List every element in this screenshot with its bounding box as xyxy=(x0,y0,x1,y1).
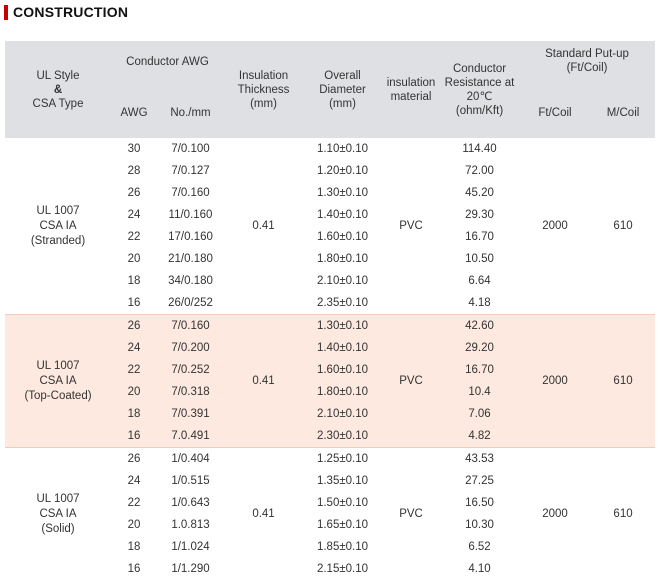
overall-diameter-cell: 1.30±0.10 xyxy=(303,315,382,338)
header-overall-diameter xyxy=(303,41,382,138)
overall-diameter-cell: 2.35±0.10 xyxy=(303,292,382,315)
section-title: CONSTRUCTION xyxy=(13,4,128,20)
ul-style-line: CSA IA xyxy=(39,220,76,232)
resistance-cell: 45.20 xyxy=(440,182,519,204)
overall-diameter-cell: 2.10±0.10 xyxy=(303,270,382,292)
strand-cell: 7/0.252 xyxy=(157,359,224,381)
resistance-cell: 114.40 xyxy=(440,138,519,160)
insulation-material-cell: PVC xyxy=(382,138,440,315)
overall-diameter-cell: 2.30±0.10 xyxy=(303,425,382,448)
header-text: insulation xyxy=(387,77,436,89)
ul-style-line: CSA IA xyxy=(39,375,76,387)
awg-cell: 24 xyxy=(111,470,157,492)
header-text: Overall xyxy=(324,70,360,82)
overall-diameter-cell: 1.10±0.10 xyxy=(303,138,382,160)
insulation-thickness-cell: 0.41 xyxy=(224,315,303,448)
insulation-material-cell: PVC xyxy=(382,315,440,448)
strand-cell: 7/0.127 xyxy=(157,160,224,182)
overall-diameter-cell: 1.60±0.10 xyxy=(303,226,382,248)
strand-cell: 7/0.200 xyxy=(157,337,224,359)
resistance-cell: 72.00 xyxy=(440,160,519,182)
strand-cell: 17/0.160 xyxy=(157,226,224,248)
ft-coil-cell: 2000 xyxy=(519,448,591,580)
overall-diameter-cell: 1.85±0.10 xyxy=(303,536,382,558)
resistance-cell: 29.20 xyxy=(440,337,519,359)
table-row xyxy=(5,448,655,471)
header-conductor-resistance xyxy=(440,41,519,138)
header-text: (mm) xyxy=(329,98,356,110)
strand-cell: 34/0.180 xyxy=(157,270,224,292)
m-coil-cell: 610 xyxy=(591,448,655,580)
m-coil-cell: 610 xyxy=(591,315,655,448)
insulation-material-cell: PVC xyxy=(382,448,440,580)
ul-style-cell xyxy=(5,138,111,315)
awg-cell: 18 xyxy=(111,403,157,425)
resistance-cell: 16.70 xyxy=(440,359,519,381)
strand-cell: 11/0.160 xyxy=(157,204,224,226)
overall-diameter-cell: 1.40±0.10 xyxy=(303,204,382,226)
strand-cell: 1/1.290 xyxy=(157,558,224,580)
ul-style-line: UL 1007 xyxy=(36,493,79,505)
ul-style-line: UL 1007 xyxy=(36,360,79,372)
header-conductor-awg: Conductor AWG xyxy=(111,41,224,99)
row-group xyxy=(5,315,655,448)
header-text: Thickness xyxy=(238,84,290,96)
awg-cell: 18 xyxy=(111,536,157,558)
header-m-coil: M/Coil xyxy=(591,99,655,138)
awg-cell: 22 xyxy=(111,226,157,248)
resistance-cell: 10.30 xyxy=(440,514,519,536)
overall-diameter-cell: 1.80±0.10 xyxy=(303,248,382,270)
m-coil-cell: 610 xyxy=(591,138,655,315)
resistance-cell: 16.70 xyxy=(440,226,519,248)
header-text: Resistance at xyxy=(445,77,515,89)
row-group xyxy=(5,138,655,315)
ul-style-cell xyxy=(5,315,111,448)
strand-cell: 1.0.813 xyxy=(157,514,224,536)
awg-cell: 16 xyxy=(111,292,157,315)
ul-style-line: (Top-Coated) xyxy=(24,390,91,402)
strand-cell: 1/0.643 xyxy=(157,492,224,514)
ft-coil-cell: 2000 xyxy=(519,315,591,448)
resistance-cell: 10.4 xyxy=(440,381,519,403)
resistance-cell: 27.25 xyxy=(440,470,519,492)
header-text: Standard Put-up xyxy=(545,48,629,60)
strand-cell: 7/0.318 xyxy=(157,381,224,403)
strand-cell: 7/0.100 xyxy=(157,138,224,160)
awg-cell: 16 xyxy=(111,425,157,448)
awg-cell: 24 xyxy=(111,204,157,226)
awg-cell: 28 xyxy=(111,160,157,182)
ul-style-line: CSA IA xyxy=(39,508,76,520)
awg-cell: 26 xyxy=(111,182,157,204)
header-insulation-thickness xyxy=(224,41,303,138)
resistance-cell: 6.52 xyxy=(440,536,519,558)
table-row xyxy=(5,315,655,338)
table-header xyxy=(5,41,655,138)
construction-table xyxy=(5,41,655,580)
resistance-cell: 6.64 xyxy=(440,270,519,292)
section-heading xyxy=(4,4,128,20)
header-ft-coil: Ft/Coil xyxy=(519,99,591,138)
strand-cell: 1/1.024 xyxy=(157,536,224,558)
header-text: (ohm/Kft) xyxy=(456,105,503,117)
resistance-cell: 4.82 xyxy=(440,425,519,448)
strand-cell: 1/0.404 xyxy=(157,448,224,471)
overall-diameter-cell: 2.10±0.10 xyxy=(303,403,382,425)
header-text: Diameter xyxy=(319,84,366,96)
awg-cell: 22 xyxy=(111,359,157,381)
overall-diameter-cell: 1.80±0.10 xyxy=(303,381,382,403)
header-standard-putup xyxy=(519,41,655,99)
header-text: Insulation xyxy=(239,70,288,82)
awg-cell: 30 xyxy=(111,138,157,160)
resistance-cell: 4.10 xyxy=(440,558,519,580)
strand-cell: 7/0.391 xyxy=(157,403,224,425)
row-group xyxy=(5,448,655,580)
strand-cell: 7/0.160 xyxy=(157,182,224,204)
strand-cell: 26/0/252 xyxy=(157,292,224,315)
ul-style-line: UL 1007 xyxy=(36,205,79,217)
overall-diameter-cell: 1.40±0.10 xyxy=(303,337,382,359)
header-text: Conductor xyxy=(453,63,506,75)
awg-cell: 22 xyxy=(111,492,157,514)
header-awg: AWG xyxy=(111,99,157,138)
header-text: (Ft/Coil) xyxy=(567,62,608,74)
awg-cell: 24 xyxy=(111,337,157,359)
overall-diameter-cell: 2.15±0.10 xyxy=(303,558,382,580)
resistance-cell: 10.50 xyxy=(440,248,519,270)
awg-cell: 20 xyxy=(111,381,157,403)
awg-cell: 16 xyxy=(111,558,157,580)
header-no-mm: No./mm xyxy=(157,99,224,138)
overall-diameter-cell: 1.25±0.10 xyxy=(303,448,382,471)
ul-style-line: (Solid) xyxy=(41,523,74,535)
header-text: (mm) xyxy=(250,98,277,110)
overall-diameter-cell: 1.30±0.10 xyxy=(303,182,382,204)
awg-cell: 20 xyxy=(111,248,157,270)
resistance-cell: 7.06 xyxy=(440,403,519,425)
resistance-cell: 42.60 xyxy=(440,315,519,338)
header-text: UL Style xyxy=(36,70,79,82)
table-row xyxy=(5,138,655,160)
resistance-cell: 43.53 xyxy=(440,448,519,471)
overall-diameter-cell: 1.20±0.10 xyxy=(303,160,382,182)
insulation-thickness-cell: 0.41 xyxy=(224,138,303,315)
resistance-cell: 4.18 xyxy=(440,292,519,315)
awg-cell: 18 xyxy=(111,270,157,292)
overall-diameter-cell: 1.35±0.10 xyxy=(303,470,382,492)
awg-cell: 26 xyxy=(111,448,157,471)
heading-accent-bar xyxy=(4,5,8,20)
ul-style-cell xyxy=(5,448,111,580)
strand-cell: 21/0.180 xyxy=(157,248,224,270)
header-ul-style xyxy=(5,41,111,138)
resistance-cell: 29.30 xyxy=(440,204,519,226)
awg-cell: 20 xyxy=(111,514,157,536)
resistance-cell: 16.50 xyxy=(440,492,519,514)
awg-cell: 26 xyxy=(111,315,157,338)
insulation-thickness-cell: 0.41 xyxy=(224,448,303,580)
header-text: CSA Type xyxy=(33,98,84,110)
ft-coil-cell: 2000 xyxy=(519,138,591,315)
header-text: material xyxy=(391,91,432,103)
header-text: & xyxy=(54,84,62,96)
header-text: 20℃ xyxy=(467,91,493,103)
header-insulation-material xyxy=(382,41,440,138)
overall-diameter-cell: 1.65±0.10 xyxy=(303,514,382,536)
strand-cell: 7/0.160 xyxy=(157,315,224,338)
overall-diameter-cell: 1.50±0.10 xyxy=(303,492,382,514)
ul-style-line: (Stranded) xyxy=(31,235,85,247)
overall-diameter-cell: 1.60±0.10 xyxy=(303,359,382,381)
strand-cell: 1/0.515 xyxy=(157,470,224,492)
strand-cell: 7.0.491 xyxy=(157,425,224,448)
